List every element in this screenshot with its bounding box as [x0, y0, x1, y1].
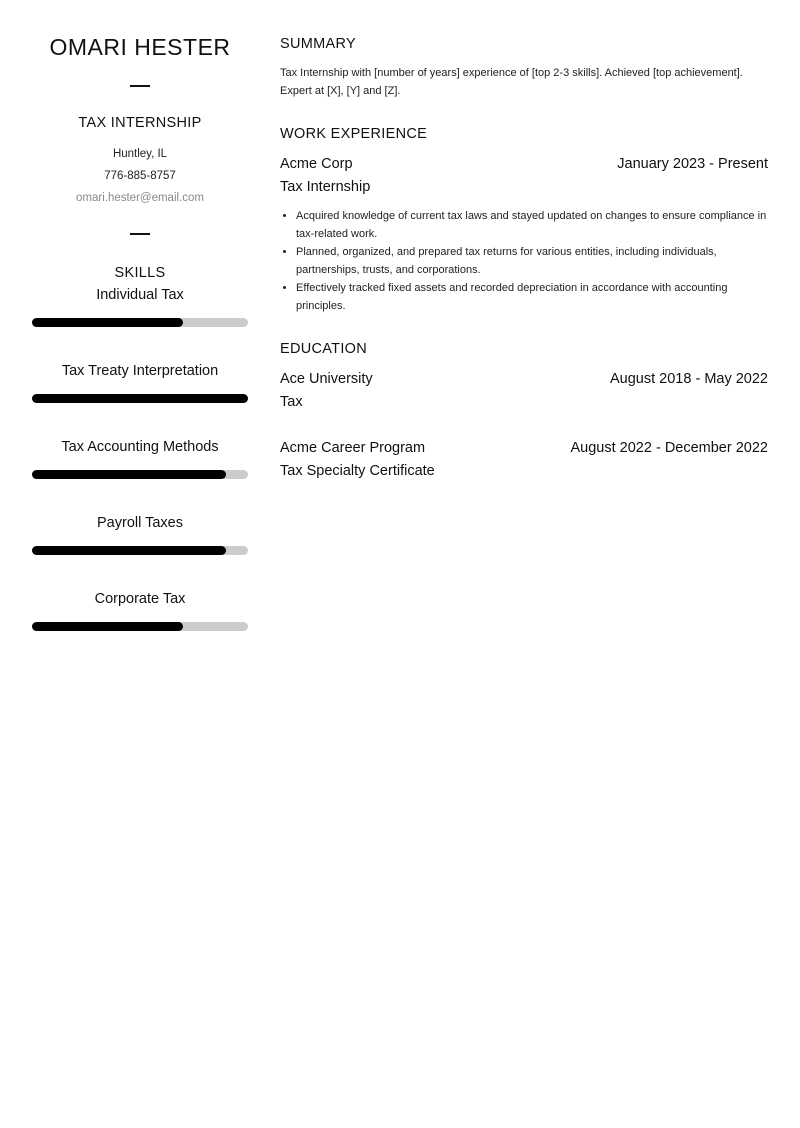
skill-item [30, 439, 250, 479]
skill-item [30, 515, 250, 555]
education-dates: August 2018 - May 2022 [610, 371, 768, 387]
skill-item [30, 591, 250, 631]
summary-title: SUMMARY [280, 36, 356, 52]
skill-bar [32, 622, 248, 631]
skill-bar-fill [32, 470, 226, 479]
sidebar [30, 30, 250, 631]
degree: Tax [280, 394, 303, 410]
summary-section [280, 36, 768, 100]
skill-name: Corporate Tax [94, 591, 186, 607]
skill-bar-fill [32, 546, 226, 555]
candidate-name: OMARI HESTER [49, 34, 231, 60]
education-title: EDUCATION [280, 341, 368, 357]
divider [130, 85, 150, 87]
contact-info [30, 143, 250, 209]
education-entry-header [280, 440, 768, 456]
work-bullet: • Planned, organized, and prepared tax returns for various entities, including individuals, partnerships, trusts, and corporations. [296, 243, 768, 279]
skill-name: Payroll Taxes [97, 515, 183, 531]
education-entry [280, 371, 768, 410]
skill-item [30, 287, 250, 327]
work-bullets [280, 207, 768, 315]
skill-name: Individual Tax [96, 287, 184, 303]
skill-bar-fill [32, 622, 183, 631]
school: Acme Career Program [280, 440, 426, 456]
skill-bar [32, 394, 248, 403]
skill-bar [32, 470, 248, 479]
email: omari.hester@email.com [76, 192, 204, 204]
education-entry-header [280, 371, 768, 387]
skill-bar [32, 318, 248, 327]
phone: 776-885-8757 [104, 170, 176, 182]
work-bullet: • Acquired knowledge of current tax laws and stayed updated on changes to ensure compliance in tax-related work. [296, 207, 768, 243]
work-bullet: • Effectively tracked fixed assets and recorded depreciation in accordance with accounting principles. [296, 279, 768, 315]
skill-item [30, 363, 250, 403]
divider [130, 233, 150, 235]
work-dates: January 2023 - Present [617, 156, 768, 172]
summary-text: Tax Internship with [number of years] experience of [top 2-3 skills]. Achieved [top achievement]. Expert at [X], [Y] and [Z]. [280, 67, 743, 97]
position: Tax Internship [280, 179, 371, 195]
degree: Tax Specialty Certificate [280, 463, 435, 479]
work-title: WORK EXPERIENCE [280, 126, 428, 142]
education-entry [280, 440, 768, 479]
work-section [280, 126, 768, 315]
location: Huntley, IL [112, 148, 168, 160]
work-entry-header [280, 156, 768, 172]
skill-bar-fill [32, 394, 248, 403]
skill-name: Tax Accounting Methods [61, 439, 219, 455]
skill-bar [32, 546, 248, 555]
skill-bar-fill [32, 318, 183, 327]
company: Acme Corp [280, 156, 353, 172]
school: Ace University [280, 371, 373, 387]
education-dates: August 2022 - December 2022 [570, 440, 768, 456]
skills-title: SKILLS [114, 265, 166, 281]
main-content [280, 36, 768, 479]
skill-name: Tax Treaty Interpretation [61, 363, 219, 379]
job-title: TAX INTERNSHIP [78, 115, 202, 131]
education-section [280, 341, 768, 479]
